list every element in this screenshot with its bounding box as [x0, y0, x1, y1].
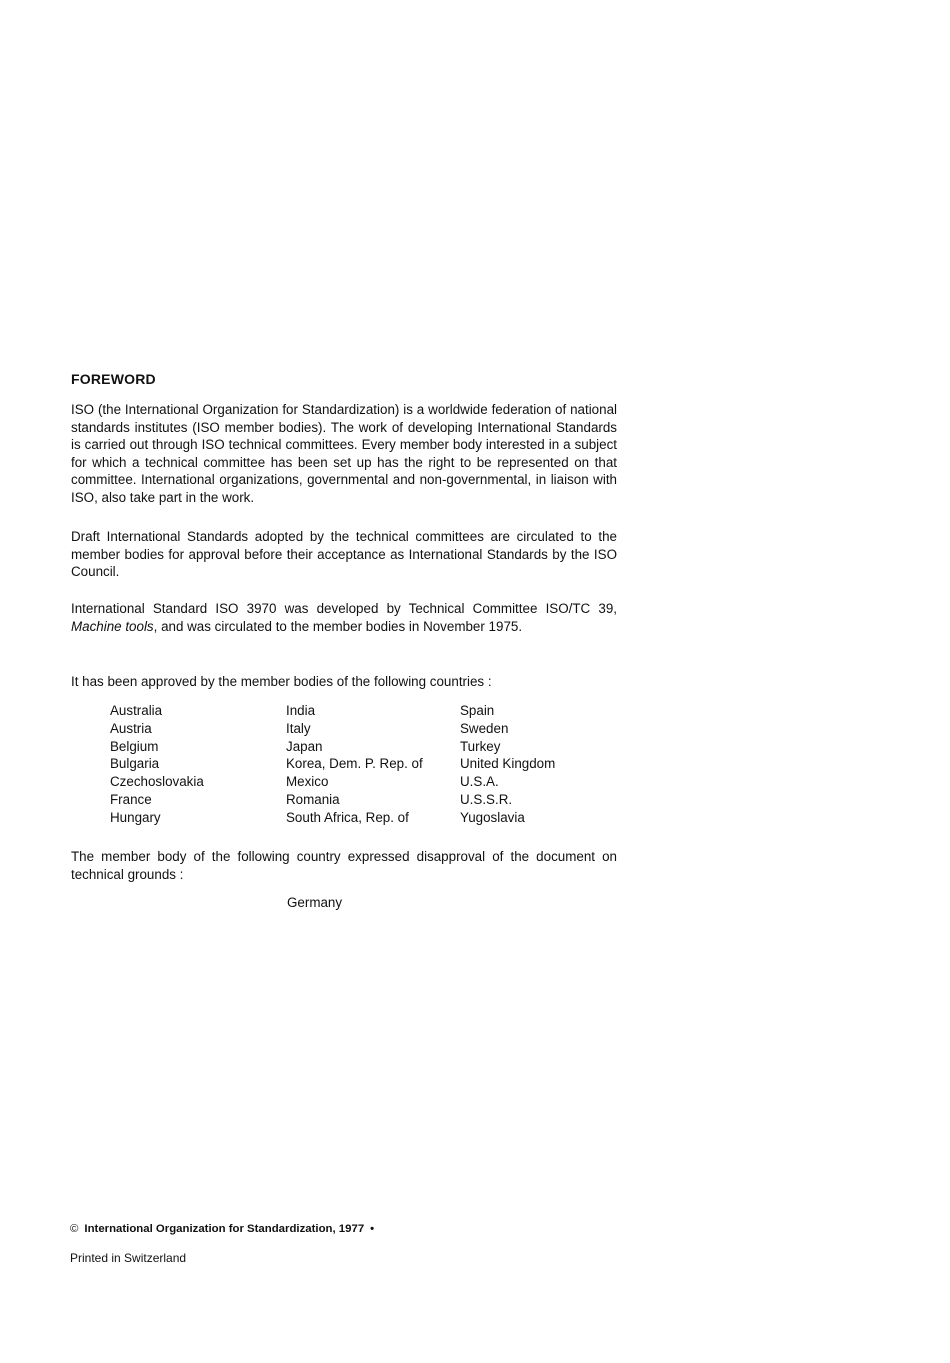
countries-column-1: [110, 702, 204, 827]
copyright-notice: [70, 1223, 374, 1235]
country-name: Czechoslovakia: [110, 774, 204, 790]
country-name: Korea, Dem. P. Rep. of: [286, 756, 423, 772]
country-name: Austria: [110, 720, 152, 736]
country-name: India: [286, 703, 316, 718]
country-name: U.S.S.R.: [460, 791, 513, 807]
foreword-title: FOREWORD: [71, 371, 156, 387]
country-name: France: [110, 791, 152, 807]
disapproving-country: Germany: [287, 895, 343, 910]
country-name: Italy: [286, 720, 311, 736]
country-name: Sweden: [460, 720, 509, 736]
country-name: Japan: [286, 738, 323, 754]
copyright-icon: ©: [70, 1223, 79, 1235]
country-name: Turkey: [460, 738, 501, 754]
foreword-paragraph-draft-standards: Draft International Standards adopted by the technical committees are circulated to the member bodies for approval before their acceptance as International Standards by the ISO Council.: [71, 529, 617, 580]
country-name: Hungary: [110, 809, 161, 825]
printed-location: Printed in Switzerland: [70, 1251, 187, 1265]
country-name: Belgium: [110, 738, 159, 754]
development-text-before: International Standard ISO 3970 was developed by Technical Committee ISO/TC 39,: [71, 601, 617, 616]
country-name: Mexico: [286, 774, 329, 790]
countries-column-2: [286, 702, 423, 827]
country-name: Romania: [286, 791, 340, 807]
country-name: Spain: [460, 703, 495, 718]
countries-column-3: [460, 702, 555, 827]
country-name: U.S.A.: [460, 774, 499, 790]
bullet-icon: •: [370, 1223, 375, 1235]
foreword-paragraph-iso-description: ISO (the International Organization for Standardization) is a worldwide federation of national standards institutes (ISO member bodies). The work of developing International Standards is carried out through ISO technical committees. Every member body interested in a subject for which a technical committee has been set up has the right to be represented on that committee. International organizations, governmental and non-governmental, in liaison with ISO, also take part in the work.: [71, 402, 617, 505]
country-name: Bulgaria: [110, 756, 160, 772]
country-name: United Kingdom: [460, 756, 556, 772]
development-text-after: , and was circulated to the member bodies in November 1975.: [153, 618, 523, 634]
foreword-paragraph-development: [71, 600, 617, 635]
country-name: South Africa, Rep. of: [286, 809, 409, 825]
country-name: Australia: [110, 703, 163, 718]
foreword-paragraph-disapproval: The member body of the following country expressed disapproval of the document on technical grounds :: [71, 849, 617, 882]
foreword-paragraph-approval: It has been approved by the member bodies of the following countries :: [71, 674, 492, 689]
committee-title: Machine tools: [71, 618, 154, 634]
country-name: Yugoslavia: [460, 809, 525, 825]
copyright-text: International Organization for Standardization, 1977: [84, 1223, 365, 1235]
